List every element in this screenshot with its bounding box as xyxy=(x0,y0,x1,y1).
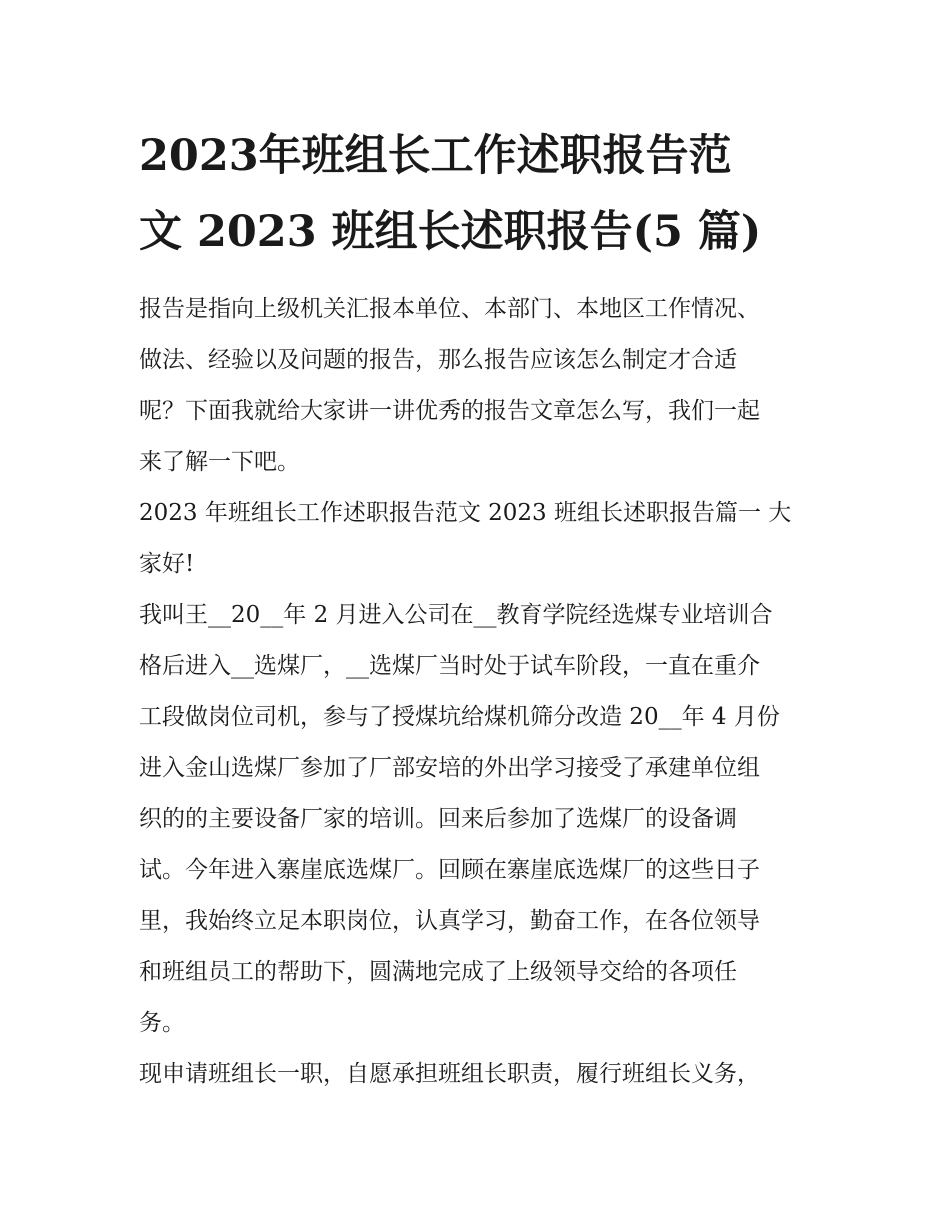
text-line: 务。 xyxy=(139,1010,185,1036)
title-line: 2023年班组长工作述职报告范 xyxy=(139,131,732,181)
text-line: 现申请班组长一职，自愿承担班组长职责，履行班组长义务， xyxy=(139,1061,760,1087)
title-line: 文 2023 班组长述职报告(5 篇) xyxy=(139,207,762,257)
text-line: 格后进入__选煤厂，__选煤厂当时处于试车阶段，一直在重介 xyxy=(139,653,760,679)
section-heading-paragraph xyxy=(139,488,815,590)
text-line: 家好! xyxy=(139,551,195,577)
text-line: 报告是指向上级机关汇报本单位、本部门、本地区工作情况、 xyxy=(139,296,760,322)
text-line: 织的的主要设备厂家的培训。回来后参加了选煤厂的设备调 xyxy=(139,806,737,832)
text-line: 来了解一下吧。 xyxy=(139,449,300,475)
body-paragraph xyxy=(139,1049,815,1100)
document-title xyxy=(139,118,815,270)
text-line: 进入金山选煤厂参加了厂部安培的外出学习接受了承建单位组 xyxy=(139,755,760,781)
text-line: 我叫王__20__年 2 月进入公司在__教育学院经选煤专业培训合 xyxy=(139,602,773,628)
intro-paragraph xyxy=(139,284,815,488)
body-paragraph xyxy=(139,590,815,1049)
text-line: 试。今年进入寨崖底选煤厂。回顾在寨崖底选煤厂的这些日子 xyxy=(139,857,760,883)
text-line: 2023 年班组长工作述职报告范文 2023 班组长述职报告篇一 大 xyxy=(139,500,792,526)
text-line: 呢？下面我就给大家讲一讲优秀的报告文章怎么写，我们一起 xyxy=(139,398,760,424)
text-line: 工段做岗位司机，参与了授煤坑给煤机筛分改造 20__年 4 月份 xyxy=(139,704,780,730)
text-line: 和班组员工的帮助下，圆满地完成了上级领导交给的各项任 xyxy=(139,959,737,985)
text-line: 做法、经验以及问题的报告，那么报告应该怎么制定才合适 xyxy=(139,347,737,373)
text-line: 里，我始终立足本职岗位，认真学习，勤奋工作，在各位领导 xyxy=(139,908,760,934)
document-page xyxy=(139,118,815,1100)
